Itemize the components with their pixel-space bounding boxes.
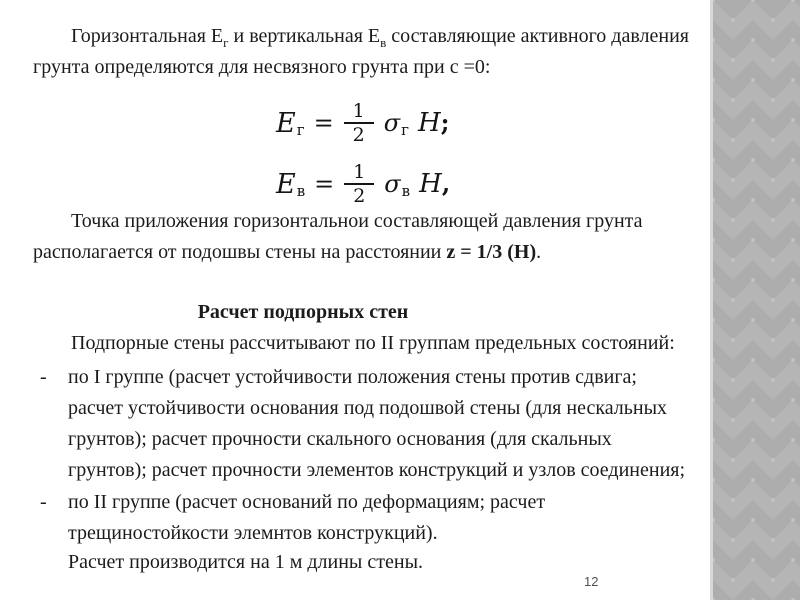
paragraph-final: Расчет производится на 1 м длины стены. <box>68 551 423 573</box>
section-heading: Расчет подпорных стен <box>197 301 409 323</box>
text-segment: . <box>536 241 542 263</box>
text-segment: Горизонтальная Е <box>71 25 224 47</box>
equations-image <box>276 97 450 219</box>
text-line: грунтов); расчет прочности скального основания (для скальных <box>68 428 612 450</box>
fraction-denominator: 2 <box>352 124 365 146</box>
paragraph-application-point <box>33 206 643 268</box>
formula-lhs-subscript: в <box>296 181 306 200</box>
text-line: грунтов); расчет прочности элементов конструкций и узлов соединения; <box>68 459 686 481</box>
sigma-subscript: г <box>401 120 409 139</box>
formula-lhs: E <box>276 168 296 200</box>
fraction-one-half <box>344 101 374 145</box>
sigma-subscript: в <box>401 181 411 200</box>
formula-vertical-pressure <box>276 158 450 210</box>
page-number: 12 <box>584 574 599 589</box>
list-dash-marker: - <box>40 491 47 513</box>
text-line: по I группе (расчет устойчивости положения стены против сдвига; <box>68 366 637 388</box>
fraction-numerator: 1 <box>353 161 366 183</box>
formula-punctuation: , <box>441 169 451 198</box>
text-line: грунта определяются для несвязного грунта при с =0: <box>33 56 491 78</box>
paragraph-groups-intro <box>33 328 675 359</box>
formula-lhs: E <box>276 107 296 139</box>
sigma-symbol: σ <box>383 109 401 137</box>
height-variable: H <box>417 108 441 138</box>
paragraph-intro <box>33 21 689 83</box>
fraction-one-half <box>344 162 374 206</box>
text-line: по II группе (расчет оснований по деформациям; расчет <box>68 491 546 513</box>
text-line: расчет устойчивости основания под подошвой стены (для нескальных <box>68 397 668 419</box>
text-segment: и вертикальная Е <box>228 25 381 47</box>
list-item-group-1 <box>40 362 685 486</box>
fraction-numerator: 1 <box>352 100 365 122</box>
text-line: трещиностойкости элемнтов конструкций). <box>68 522 438 544</box>
text-line: Подпорные стены рассчитывают по II группам предельных состояний: <box>71 332 675 354</box>
list-dash-marker: - <box>40 366 47 388</box>
formula-lhs-subscript: г <box>296 120 305 139</box>
formula-punctuation: ; <box>440 108 450 137</box>
text-line: Точка приложения горизонтальнои составляющей давления грунта <box>71 210 643 232</box>
text-line <box>33 21 689 52</box>
height-variable: H <box>419 169 442 199</box>
sigma-symbol: σ <box>384 170 401 198</box>
text-segment: располагается от подошвы стены на расстоянии <box>33 241 447 263</box>
subscript-v: в <box>380 35 387 50</box>
text-segment: составляющие активного давления <box>386 25 689 47</box>
fraction-denominator: 2 <box>353 185 366 207</box>
equals-sign: = <box>313 109 334 137</box>
diamond-pattern-sidebar <box>710 0 800 600</box>
bold-formula-inline: z = 1/3 (Н) <box>446 241 537 263</box>
list-item-group-2 <box>40 487 545 549</box>
text-line <box>33 237 643 268</box>
formula-horizontal-pressure <box>276 97 450 149</box>
subscript-g: г <box>223 35 229 50</box>
equals-sign: = <box>314 170 335 198</box>
